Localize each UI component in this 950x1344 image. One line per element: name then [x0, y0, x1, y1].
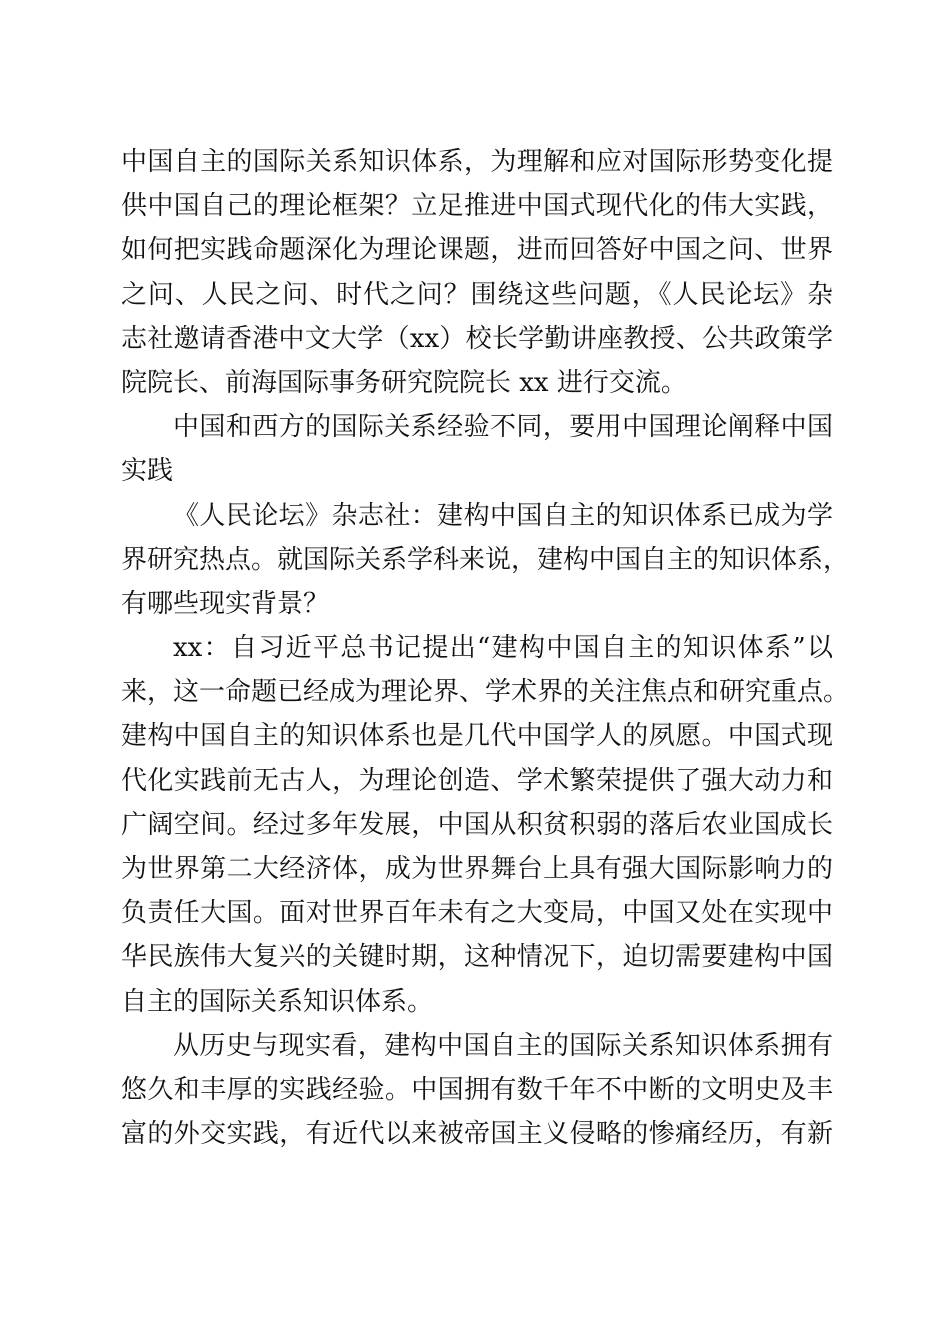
text-line: 《人民论坛》杂志社：建构中国自主的知识体系已成为学: [173, 500, 833, 531]
text-line: 志社邀请香港中文大学（xx）校长学勤讲座教授、公共政策学: [121, 323, 833, 354]
text-line: 界研究热点。就国际关系学科来说，建构中国自主的知识体系，: [121, 544, 850, 575]
text-line: 从历史与现实看，建构中国自主的国际关系知识体系拥有: [173, 1030, 833, 1061]
text-line: 广阔空间。经过多年发展，中国从积贫积弱的落后农业国成长: [121, 809, 833, 840]
text-line: 代化实践前无古人，为理论创造、学术繁荣提供了强大动力和: [121, 765, 833, 796]
text-line: 供中国自己的理论框架？立足推进中国式现代化的伟大实践，: [121, 191, 833, 222]
body-text: [121, 140, 850, 1156]
text-line: 自主的国际关系知识体系。: [121, 986, 434, 1017]
text-line: 悠久和丰厚的实践经验。中国拥有数千年不中断的文明史及丰: [121, 1074, 833, 1105]
text-line: 来，这一命题已经成为理论界、学术界的关注焦点和研究重点。: [121, 677, 850, 708]
text-line: 中国自主的国际关系知识体系，为理解和应对国际形势变化提: [121, 147, 833, 177]
text-line: 如何把实践命题深化为理论课题，进而回答好中国之问、世界: [121, 235, 833, 266]
text-line: 之问、人民之问、时代之问？围绕这些问题，《人民论坛》杂: [121, 279, 833, 310]
section-heading-line: 中国和西方的国际关系经验不同，要用中国理论阐释中国: [173, 412, 833, 443]
text-line: 有哪些现实背景？: [121, 588, 330, 619]
text-line: 负责任大国。面对世界百年未有之大变局，中国又处在实现中: [121, 898, 833, 929]
text-line: 富的外交实践，有近代以来被帝国主义侵略的惨痛经历，有新: [121, 1119, 833, 1150]
text-line: xx：自习近平总书记提出“建构中国自主的知识体系”以: [173, 633, 833, 664]
section-heading-line: 实践: [121, 456, 174, 487]
text-line: 为世界第二大经济体，成为世界舞台上具有强大国际影响力的: [121, 854, 833, 884]
text-line: 华民族伟大复兴的关键时期，这种情况下，迫切需要建构中国: [121, 942, 833, 973]
text-line: 院院长、前海国际事务研究院院长 xx 进行交流。: [121, 367, 687, 398]
text-line: 建构中国自主的知识体系也是几代中国学人的夙愿。中国式现: [121, 721, 833, 752]
